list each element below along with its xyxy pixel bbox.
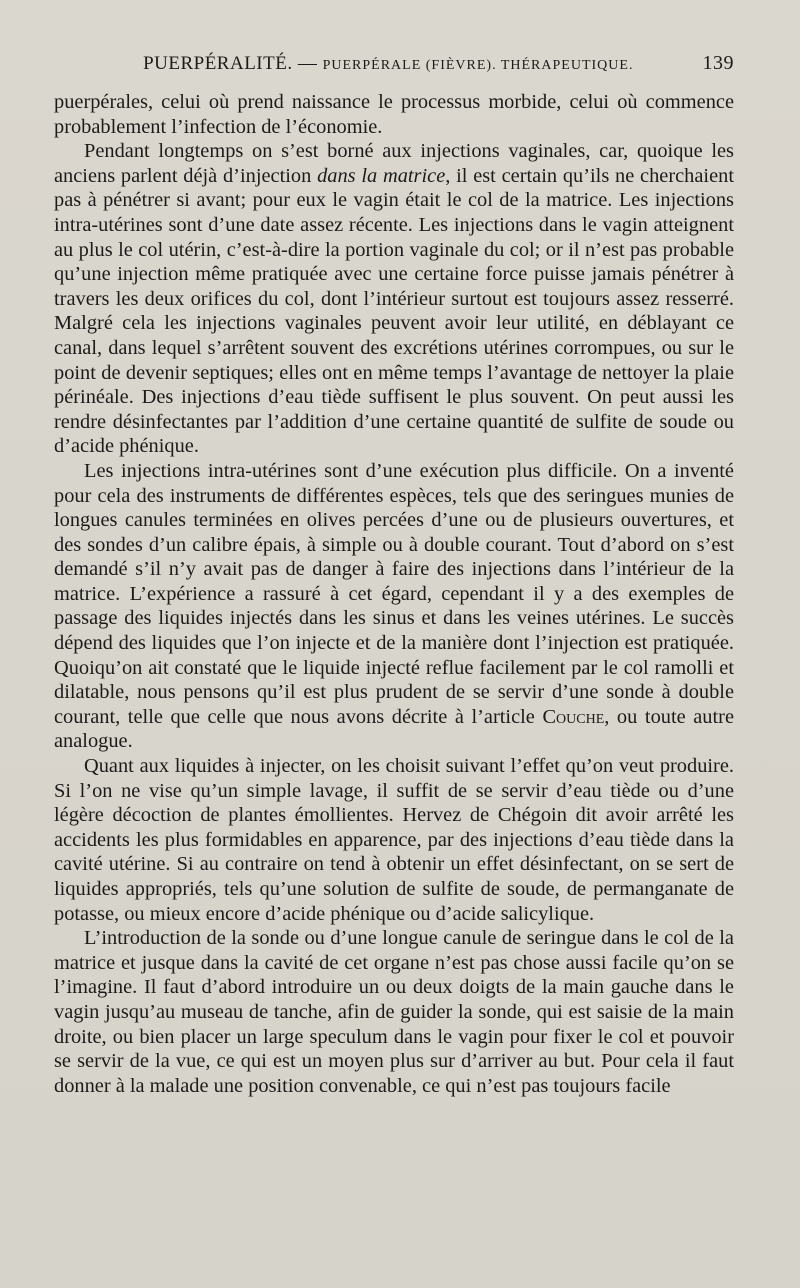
running-title-main: PUERPÉRALITÉ. (143, 53, 293, 74)
paragraph-2-part-b: , il est certain qu’ils ne cherchaient pas à pénétrer si avant; pour eux le vagin était le col de la matrice. Les injections intra-utérines sont d’une date assez récente. Les injections dans le vagin atteignent au plus le col utérin, c’est-à-dire la portion vaginale du col; or il n’est pas probable qu’une injection même pratiquée avec une certaine force puisse jamais pénétrer à travers les deux orifices du col, dont l’intérieur surtout est toujours assez resserré. Malgré cela les injections vaginales peuvent avoir leur utilité, en déblayant ce canal, dans lequel s’arrêtent souvent des excrétions utérines corrompues, ou sur le point de devenir septiques; elles ont en même temps l’avantage de nettoyer la plaie périnéale. Des injections d’eau tiède suffisent le plus souvent. On peut aussi les rendre désinfectantes par l’addition d’une certaine quantité de sulfite de soude ou d’acide phénique. (54, 164, 734, 458)
paragraph-2 (54, 139, 734, 459)
paragraph-3-part-a: Les injections intra-utérines sont d’une exécution plus difficile. On a inventé pour cela des instruments de différentes espèces, tels que des seringues munies de longues canules terminées en olives percées d’une ou de plusieurs ouvertures, et des sondes d’un calibre épais, à simple ou à double courant. Tout d’abord on s’est demandé s’il n’y avait pas de danger à faire des injections dans l’intérieur de la matrice. L’expérience a rassuré à cet égard, cependant il y a des exemples de passage des liquides injectés dans les sinus et dans les veines utérines. Le succès dépend des liquides que l’on injecte et de la manière dont l’injection est pratiquée. Quoiqu’on ait constaté que le liquide injecté reflue facilement par le col ramolli et dilatable, nous pensons qu’il est plus prudent de se servir d’une sonde à double courant, telle que celle que nous avons décrite à l’article (54, 459, 734, 728)
paragraph-2-italic: dans la matrice (317, 164, 446, 187)
paragraph-3-smallcaps: Couche (542, 705, 605, 728)
paragraph-5: L’introduction de la sonde ou d’une longue canule de seringue dans le col de la matrice et jusque dans la cavité de cet organe n’est pas chose aussi facile qu’on se l’imagine. Il faut d’abord introduire un ou deux doigts de la main gauche dans le vagin jusqu’au museau de tanche, afin de guider la sonde, qui est saisie de la main droite, ou bien placer un large speculum dans le vagin pour fixer le col et pouvoir se servir de la vue, ce qui est un moyen plus sur d’arriver au but. Pour cela il faut donner à la malade une position convenable, ce qui n’est pas toujours facile (54, 927, 734, 1097)
body-text (54, 90, 734, 1098)
paragraph-3 (54, 459, 734, 754)
paragraph-4: Quant aux liquides à injecter, on les choisit suivant l’effet qu’on veut produire. Si l’on ne vise qu’un simple lavage, il suffit de se servir d’eau tiède ou d’une légère décoction de plantes émollientes. Hervez de Chégoin dit avoir arrêté les accidents les plus formidables en apparence, par des injections d’eau tiède dans la cavité utérine. Si au contraire on tend à obtenir un effet désinfectant, on se sert de liquides appropriés, tels qu’une solution de sulfite de soude, de permanganate de potasse, ou mieux encore d’acide phénique ou d’acide salicylique. (54, 755, 734, 925)
running-title-sub: PUERPÉRALE (FIÈVRE). THÉRAPEUTIQUE. (322, 58, 634, 73)
paragraph-2-part-a: Pendant longtemps on s’est borné aux injections vaginales, car, quoique les anciens parlent déjà d’injection (54, 140, 734, 187)
paragraph-1: puerpérales, celui où prend naissance le processus morbide, celui où commence probablement l’infection de l’économie. (54, 91, 734, 138)
running-title-dash: — (297, 53, 318, 74)
paragraph-3-part-b: , ou toute autre analogue. (54, 705, 734, 753)
running-title (54, 53, 703, 75)
running-header (54, 52, 734, 82)
page-number: 139 (702, 52, 734, 74)
